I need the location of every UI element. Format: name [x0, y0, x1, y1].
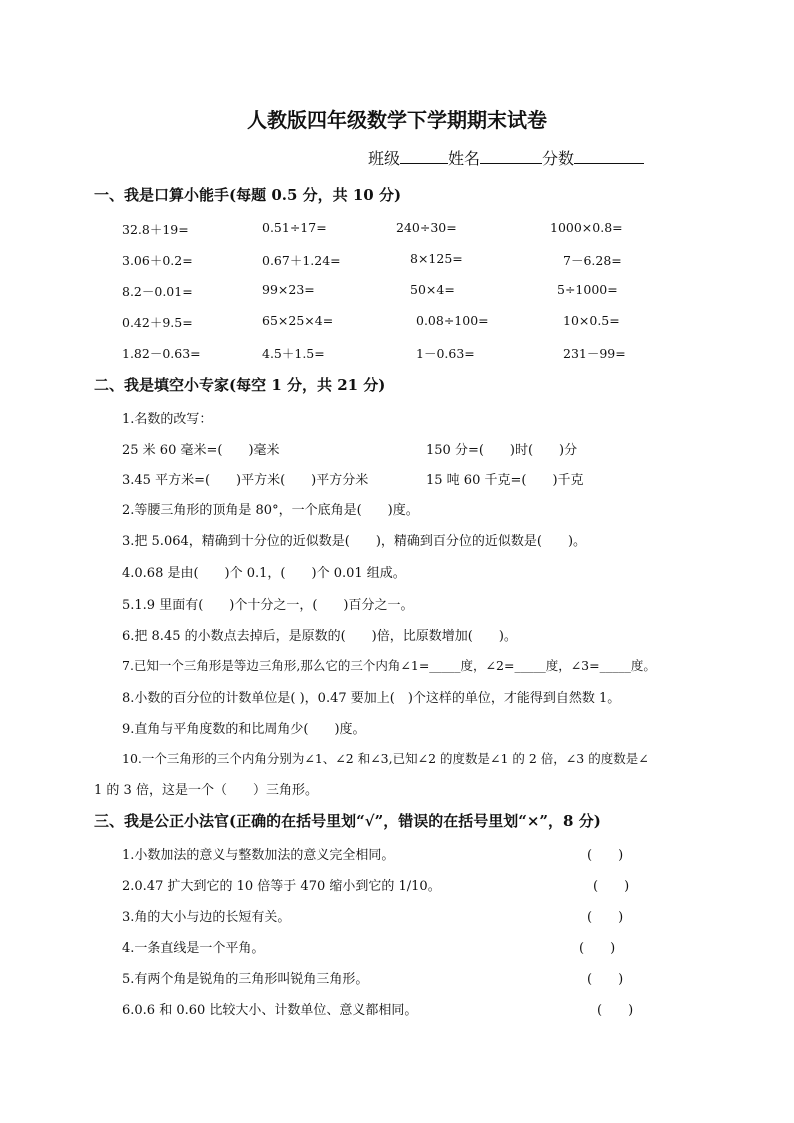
- calc-problem: 4.5＋1.5=: [262, 346, 325, 361]
- calc-problem: 1－0.63=: [416, 346, 475, 361]
- calc-problem: 231－99=: [563, 346, 626, 361]
- judge-item: 4.一条直线是一个平角。: [122, 941, 265, 956]
- calc-problem: 240÷30=: [396, 220, 457, 235]
- question-2: 2.等腰三角形的顶角是 80°，一个底角是( )度。: [122, 503, 419, 518]
- calc-problem: 3.06＋0.2=: [122, 253, 193, 268]
- page-title: 人教版四年级数学下学期期末试卷: [247, 108, 547, 132]
- question-6: 6.把 8.45 的小数点去掉后，是原数的( )倍，比原数增加( )。: [122, 629, 517, 644]
- class-blank[interactable]: [400, 148, 448, 164]
- judge-item: 2.0.47 扩大到它的 10 倍等于 470 缩小到它的 1/10。: [122, 879, 441, 894]
- judge-item: 6.0.6 和 0.60 比较大小、计数单位、意义都相同。: [122, 1003, 418, 1018]
- question-5: 5.1.9 里面有( )个十分之一，( )百分之一。: [122, 598, 414, 613]
- question-10-line1: 10.一个三角形的三个内角分别为∠1、∠2 和∠3,已知∠2 的度数是∠1 的 2 倍，∠3 的度数是∠: [122, 751, 649, 766]
- calc-problem: 1.82－0.63=: [122, 346, 201, 361]
- judge-answer-bracket[interactable]: ( ): [579, 941, 616, 956]
- calc-problem: 0.51÷17=: [262, 220, 327, 235]
- student-info-line: [368, 146, 644, 169]
- calc-problem: 8×125=: [410, 251, 463, 266]
- calc-problem: 5÷1000=: [557, 282, 618, 297]
- question-4: 4.0.68 是由( )个 0.1，( )个 0.01 组成。: [122, 566, 406, 581]
- section1-heading: 一、我是口算小能手(每题 0.5 分，共 10 分): [94, 186, 402, 204]
- question-10-line2: 1 的 3 倍，这是一个（ ）三角形。: [94, 783, 318, 798]
- judge-answer-bracket[interactable]: ( ): [587, 848, 624, 863]
- calc-problem: 32.8＋19=: [122, 222, 189, 237]
- judge-answer-bracket[interactable]: ( ): [587, 910, 624, 925]
- section2-heading: 二、我是填空小专家(每空 1 分，共 21 分): [94, 376, 386, 394]
- score-label: 分数: [542, 149, 575, 168]
- question-1b: 150 分=( )时( )分: [426, 443, 578, 458]
- calc-problem: 1000×0.8=: [550, 220, 623, 235]
- name-label: 姓名: [448, 149, 481, 168]
- judge-item: 1.小数加法的意义与整数加法的意义完全相同。: [122, 848, 395, 863]
- score-blank[interactable]: [574, 148, 644, 164]
- calc-problem: 0.67＋1.24=: [262, 253, 341, 268]
- calc-problem: 50×4=: [410, 282, 455, 297]
- question-1: 1.名数的改写：: [122, 412, 213, 427]
- question-7: 7.已知一个三角形是等边三角形,那么它的三个内角∠1=_____度，∠2=_____度，∠3=_____度。: [122, 658, 656, 673]
- question-8: 8.小数的百分位的计数单位是( )，0.47 要加上( )个这样的单位，才能得到自然数 1。: [122, 691, 621, 706]
- judge-answer-bracket[interactable]: ( ): [593, 879, 630, 894]
- question-1a: 25 米 60 毫米=( )毫米: [122, 443, 280, 458]
- judge-answer-bracket[interactable]: ( ): [587, 972, 624, 987]
- question-9: 9.直角与平角度数的和比周角少( )度。: [122, 722, 366, 737]
- calc-problem: 7－6.28=: [563, 253, 622, 268]
- class-label: 班级: [368, 149, 401, 168]
- calc-problem: 65×25×4=: [262, 313, 334, 328]
- question-1d: 15 吨 60 千克=( )千克: [426, 473, 584, 488]
- calc-problem: 10×0.5=: [563, 313, 620, 328]
- calc-problem: 99×23=: [262, 282, 315, 297]
- calc-problem: 8.2－0.01=: [122, 284, 193, 299]
- calc-problem: 0.42＋9.5=: [122, 315, 193, 330]
- question-3: 3.把 5.064，精确到十分位的近似数是( )，精确到百分位的近似数是( )。: [122, 534, 587, 549]
- section3-heading: 三、我是公正小法官(正确的在括号里划“√”，错误的在括号里划“×”，8 分): [94, 812, 601, 830]
- judge-answer-bracket[interactable]: ( ): [597, 1003, 634, 1018]
- calc-problem: 0.08÷100=: [416, 313, 489, 328]
- judge-item: 5.有两个角是锐角的三角形叫锐角三角形。: [122, 972, 369, 987]
- judge-item: 3.角的大小与边的长短有关。: [122, 910, 291, 925]
- name-blank[interactable]: [480, 148, 542, 164]
- question-1c: 3.45 平方米=( )平方米( )平方分米: [122, 473, 369, 488]
